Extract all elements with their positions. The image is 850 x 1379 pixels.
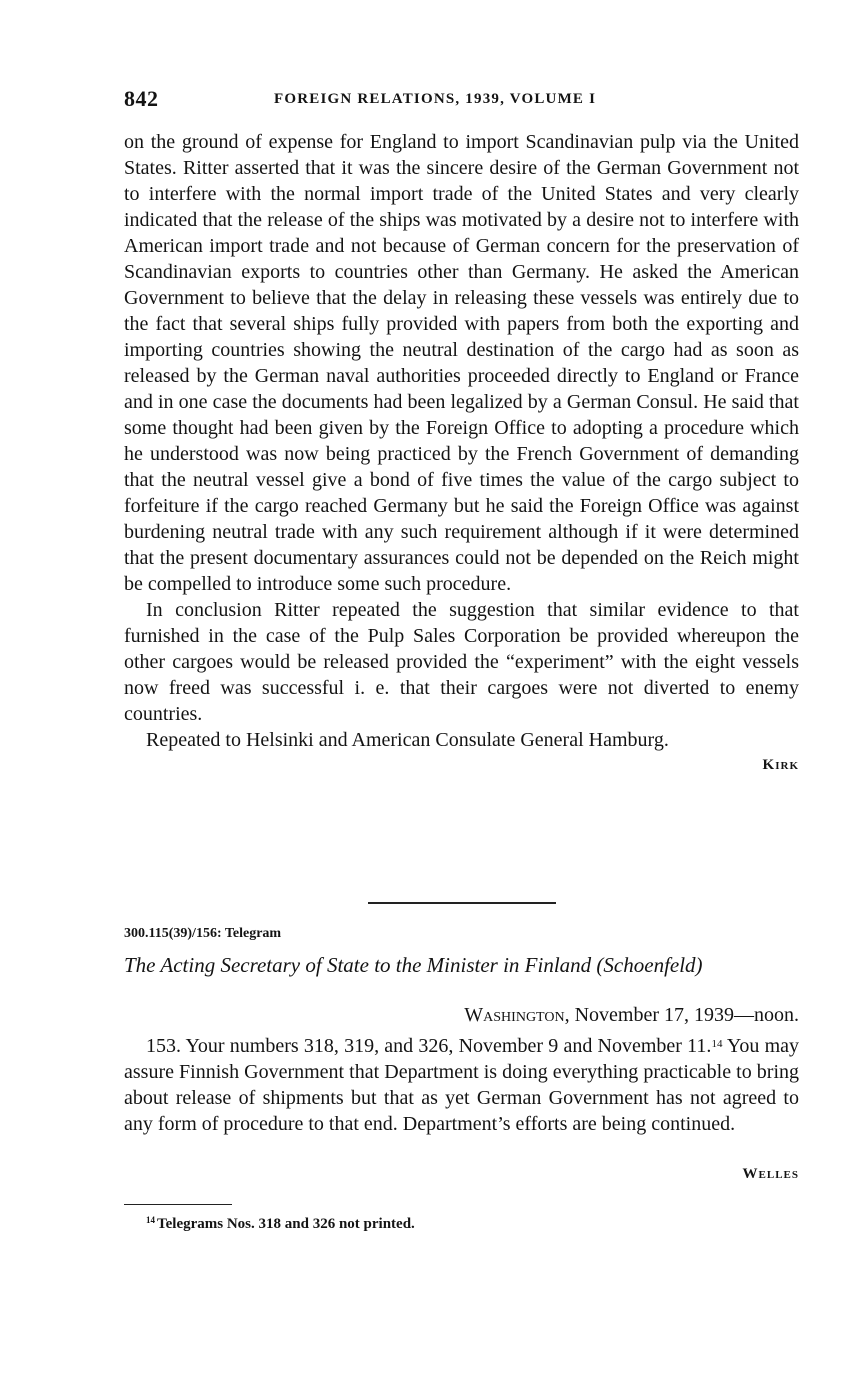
running-title: FOREIGN RELATIONS, 1939, VOLUME I bbox=[274, 91, 597, 107]
telegram-text-start: 153. Your numbers 318, 319, and 326, November 9 and November 11. bbox=[146, 1035, 712, 1057]
dateline-date: , November 17, 1939—noon. bbox=[564, 1004, 799, 1026]
footnote-mark: 14 bbox=[146, 1215, 155, 1225]
paragraph-3: Repeated to Helsinki and American Consulate General Hamburg. bbox=[146, 729, 669, 751]
paragraph-1: on the ground of expense for England to import Scandinavian pulp via the United States. Ritter asserted that it was the sincere desire of the German Government not to interfere with the normal import trade of the United States and very clearly indicated that the release of the ships was motivated by a desire not to interfere with American import trade and not because of German concern for the preservation of Scandinavian exports to countries other than Germany. He asked the American Government to believe that the delay in releasing these vessels was entirely due to the fact that several ships fully provided with papers from both the exporting and importing countries showing the neutral destination of the cargo had as soon as released by the German naval authorities proceeded directly to England or France and in one case the documents had been legalized by a German Consul. He said that some thought had been given by the Foreign Office to adopting a procedure which he understood was now being practiced by the French Government of demanding that the neutral vessel give a bond of five times the value of the cargo subject to forfeiture if the cargo reached Germany but he said the Foreign Office was against burdening neutral trade with any such requirement although if it were determined that the present documentary assurances could not be depended on the Reich might be compelled to introduce some such procedure. bbox=[124, 131, 799, 595]
telegram-body bbox=[124, 1033, 799, 1137]
dateline bbox=[464, 1004, 799, 1027]
dateline-place: Washington bbox=[464, 1004, 565, 1026]
document-title: The Acting Secretary of State to the Minister in Finland (Schoenfeld) bbox=[124, 953, 703, 977]
telegram-continuation bbox=[124, 129, 799, 777]
signature-welles: Welles bbox=[742, 1166, 799, 1182]
footnote-text: Telegrams Nos. 318 and 326 not printed. bbox=[157, 1216, 415, 1232]
footnote-reference[interactable]: 14 bbox=[711, 1038, 723, 1050]
section-divider bbox=[368, 902, 556, 904]
footnote bbox=[146, 1216, 415, 1233]
telegram-paragraph bbox=[124, 1033, 799, 1137]
paragraph-2: In conclusion Ritter repeated the suggestion that similar evidence to that furnished in the case of the Pulp Sales Corporation be provided whereupon the other cargoes would be released provided the “experiment” with the eight vessels now freed was successful i. e. that their cargoes were not diverted to enemy countries. bbox=[124, 599, 799, 725]
telegram-text-rest: You may assure Finnish Government that Department is doing everything practicable to bring about release of shipments but that as yet German Government has not agreed to any form of procedure to that end. Department’s efforts are being continued. bbox=[124, 1035, 799, 1135]
footnote-divider bbox=[124, 1204, 232, 1205]
file-reference: 300.115(39)/156: Telegram bbox=[124, 926, 282, 941]
signature-kirk: Kirk bbox=[762, 757, 799, 773]
page-header bbox=[124, 86, 799, 114]
page-number: 842 bbox=[124, 86, 159, 111]
